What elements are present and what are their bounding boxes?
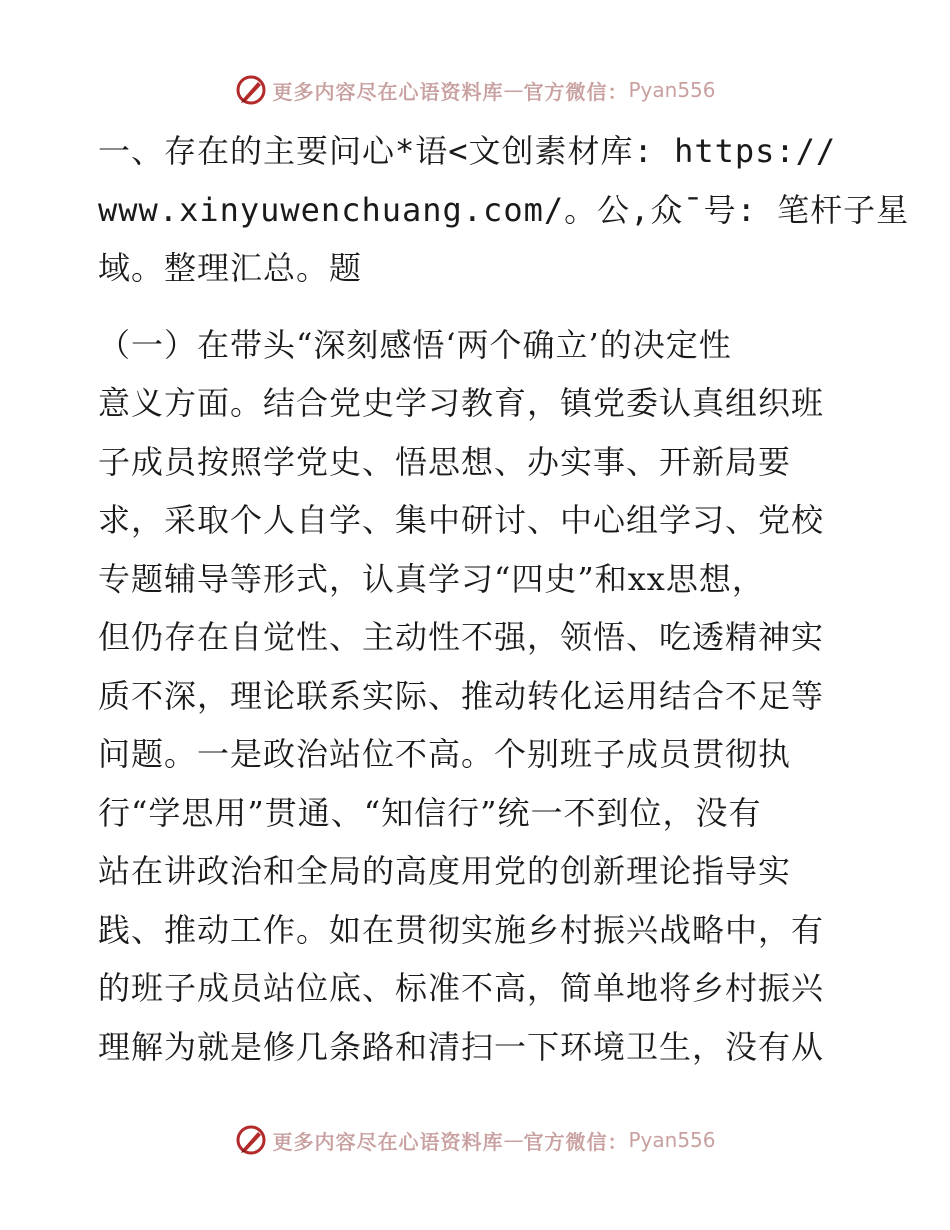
banner-account: Pyan556 [628,78,716,102]
paragraph-line: 践、推动工作。如在贯彻实施乡村振兴战略中，有 [98,910,825,949]
paragraph-line: 求，采取个人自学、集中研讨、中心组学习、党校 [98,501,825,539]
paragraph-line: 站在讲政治和全局的高度用党的创新理论指导实 [98,852,792,890]
banner-account: Pyan556 [628,1128,716,1152]
banner-dash: — [503,78,524,102]
paragraph-line: （一）在带头“深刻感悟‘两个确立’的决定性 [98,325,732,364]
header-watermark-banner [0,70,950,110]
banner-official: 官方微信： [523,1129,629,1154]
pen-logo-icon [234,73,268,107]
paragraph-line: 行“学思用”贯通、“知信行”统一不到位，没有 [98,793,762,832]
banner-dash: — [503,1128,524,1152]
banner-text: 更多内容尽在心语资料库 [272,79,504,104]
pen-logo-icon [234,1123,268,1157]
document-body [98,122,910,1076]
paragraph-line: 意义方面。结合党史学习教育，镇党委认真组织班 [98,384,825,422]
paragraph-line: 专题辅导等形式，认真学习“四史”和xx思想， [98,559,765,598]
heading-line: www.xinyuwenchuang.com/。公,众¯号: 笔杆子星 [98,190,910,229]
paragraph-line: 问题。一是政治站位不高。个别班子成员贯彻执 [98,735,792,773]
banner-official: 官方微信： [523,79,629,104]
heading-line: 域。整理汇总。题 [98,249,363,287]
paragraph-line: 的班子成员站位底、标准不高，简单地将乡村振兴 [98,969,825,1007]
paragraph-line: 理解为就是修几条路和清扫一下环境卫生，没有从 [98,1027,825,1066]
paragraph-line: 质不深，理论联系实际、推动转化运用结合不足等 [98,676,825,715]
paragraph-line: 子成员按照学党史、悟思想、办实事、开新局要 [98,442,792,481]
banner-text: 更多内容尽在心语资料库 [272,1129,504,1154]
footer-watermark-banner [0,1120,950,1160]
paragraph-line: 但仍存在自觉性、主动性不强，领悟、吃透精神实 [98,618,825,656]
heading-line: 一、存在的主要问心*语<文创素材库: https:// [98,132,837,170]
